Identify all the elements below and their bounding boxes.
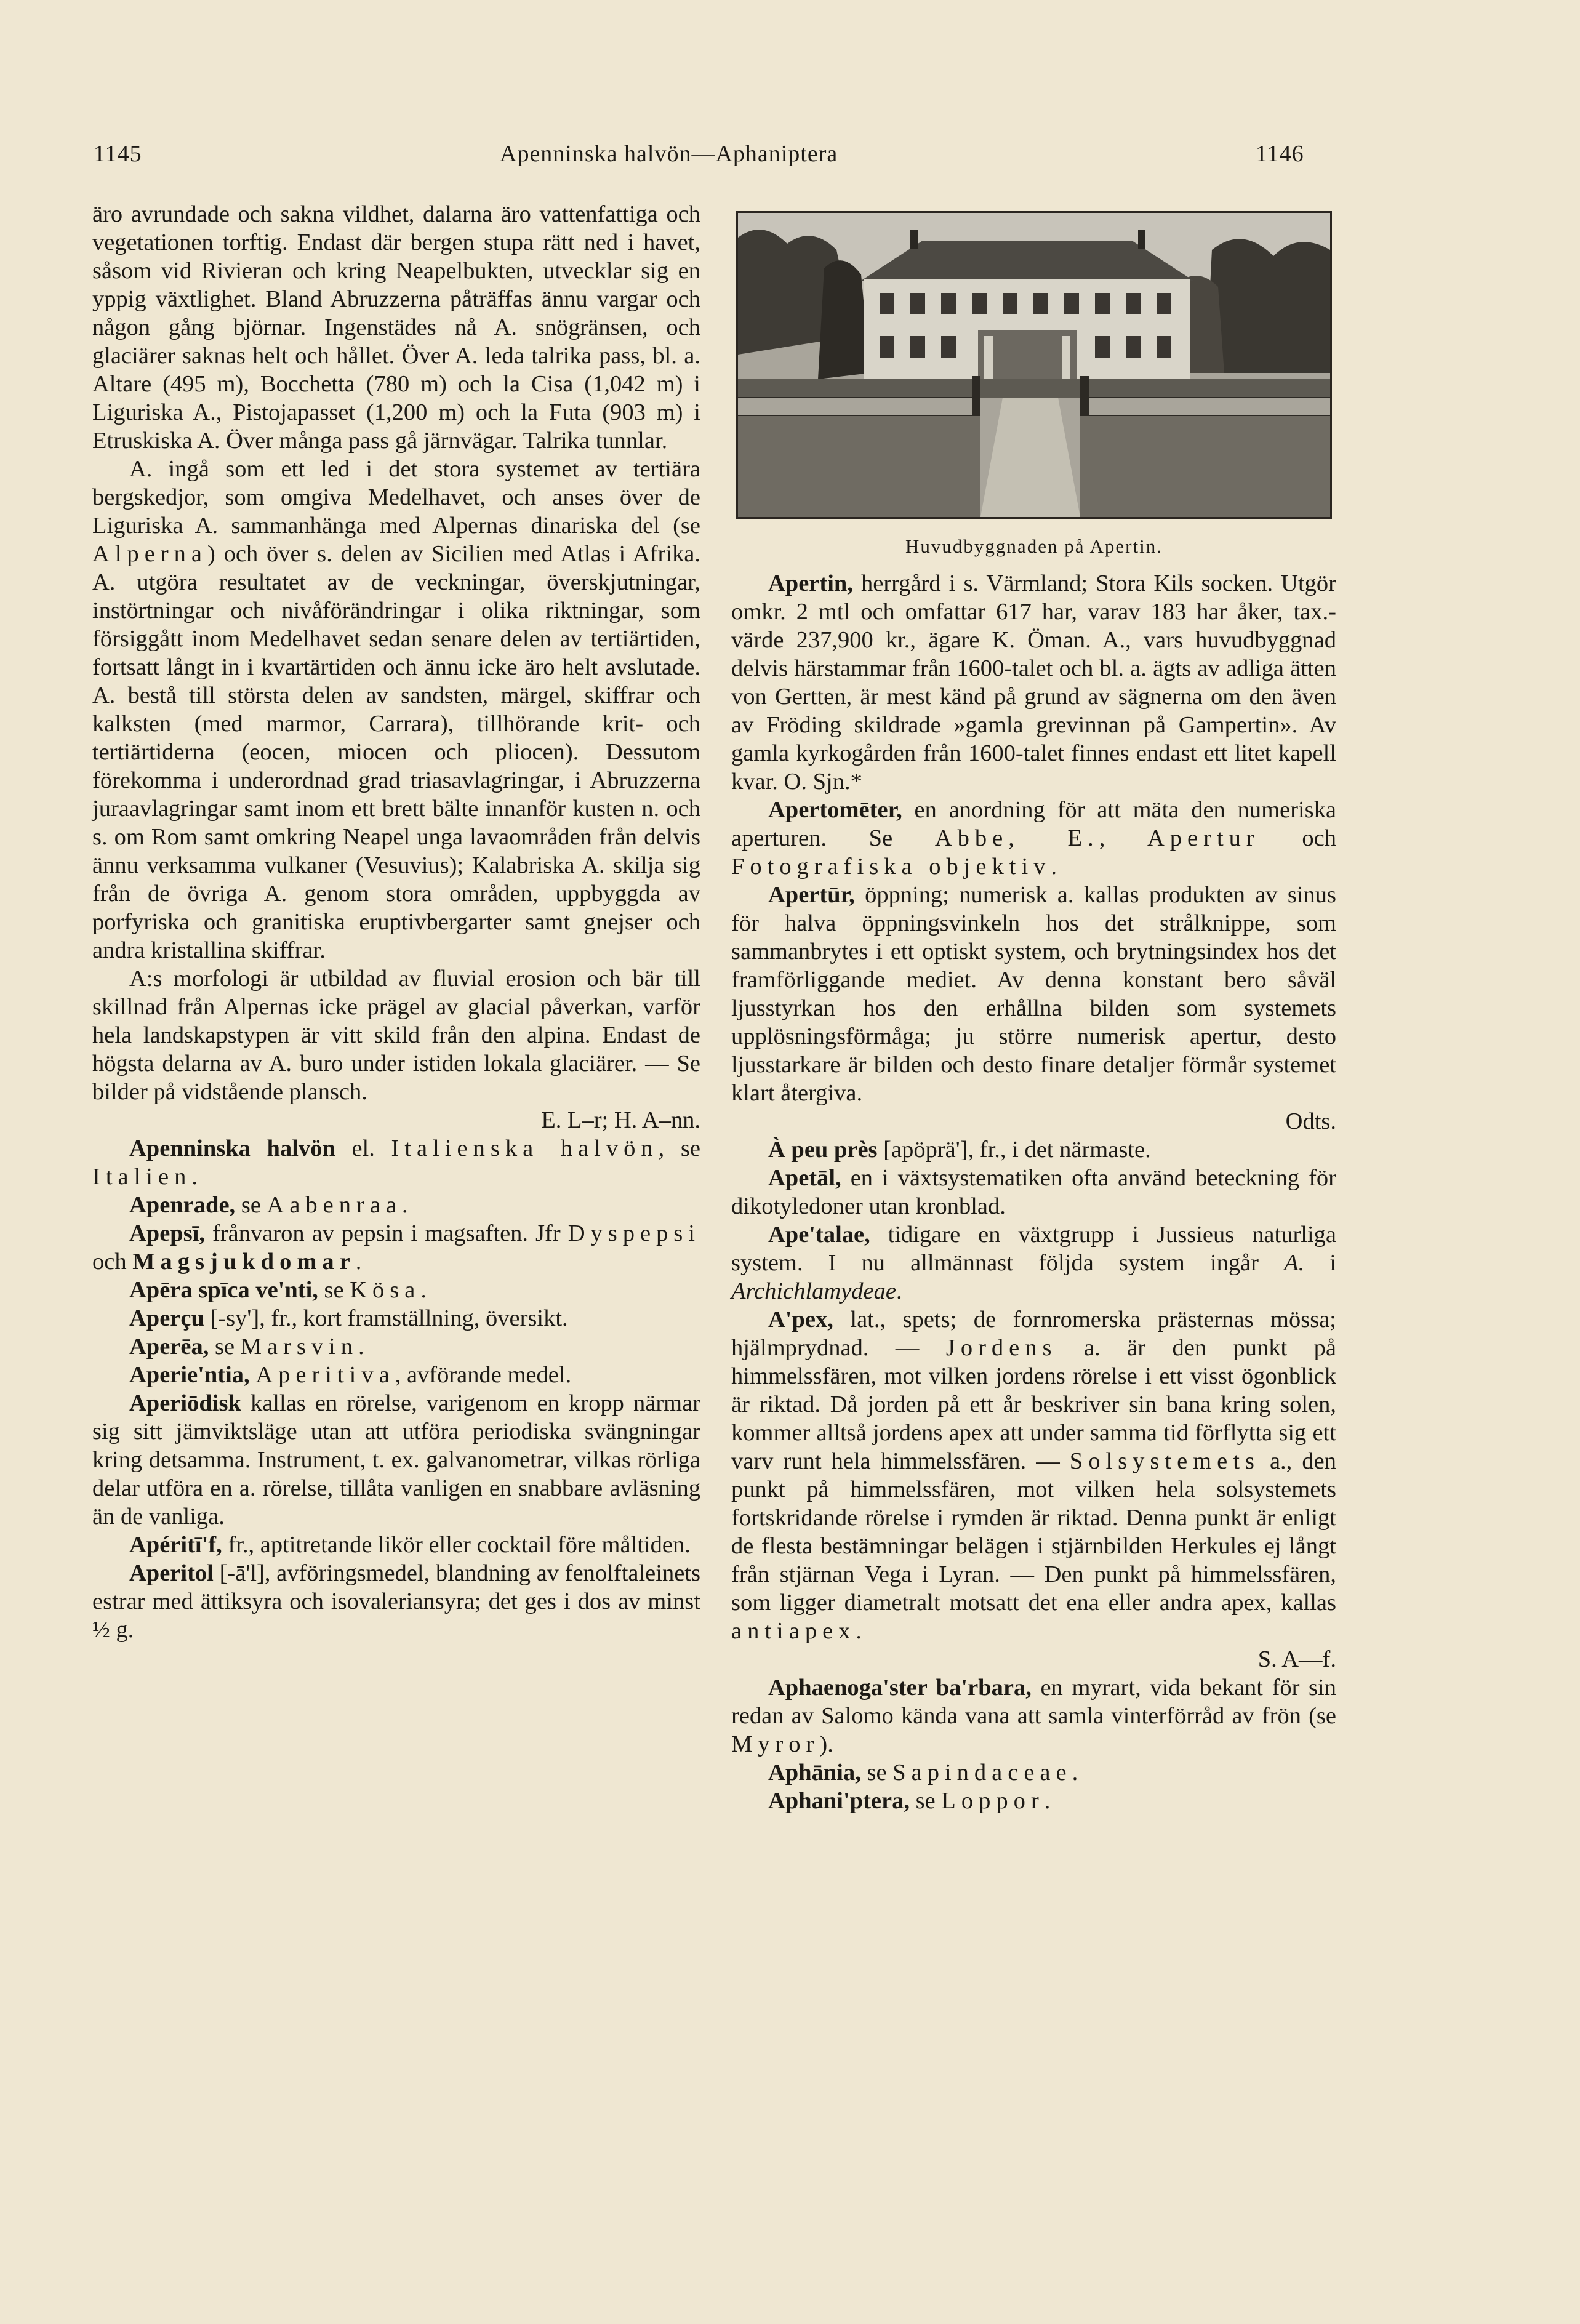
cross-reference: Italien xyxy=(92,1164,192,1190)
headword: À peu près xyxy=(768,1137,878,1163)
headword: Apertūr, xyxy=(768,882,855,908)
running-title: Apenninska halvön—Aphaniptera xyxy=(500,141,838,167)
entry-aperea: Aperēa, se Marsvin. xyxy=(129,1334,364,1360)
entry-apera-spica-venti: Apēra spīca ve'nti, se Kösa. xyxy=(129,1277,427,1303)
headword: Apetāl, xyxy=(768,1165,841,1191)
entry-aphaniptera: Aphani'ptera, se Loppor. xyxy=(768,1788,1051,1814)
author-signature: O. Sjn.* xyxy=(784,769,862,795)
cross-reference: Dyspepsi xyxy=(567,1220,700,1246)
subentry-term: Solsystemets xyxy=(1069,1448,1260,1474)
cross-reference: Apertur xyxy=(1147,825,1260,851)
left-column xyxy=(92,200,700,1644)
headword: Aphani'ptera, xyxy=(768,1788,910,1814)
entry-apertometer: Apertomēter, en anordning för att mäta den numeriska aperturen. Se Abbe, E., Apertur och Fotografiska objektiv. xyxy=(731,797,1337,880)
cross-reference: Magsjukdomar xyxy=(132,1249,356,1275)
headword: Aphaenoga'ster ba'rbara, xyxy=(768,1675,1032,1701)
headword: Aperēa, xyxy=(129,1334,209,1360)
entry-aphania: Aphānia, se Sapindaceae. xyxy=(768,1760,1078,1785)
page-number-right: 1146 xyxy=(1256,141,1304,167)
cross-reference: Archichlamydeae xyxy=(731,1278,896,1304)
cross-reference: Aperitiva xyxy=(255,1362,395,1388)
entry-a-peu-pres: À peu près [apöprä'], fr., i det närmaste. xyxy=(768,1137,1151,1163)
manor-house-image xyxy=(738,213,1330,517)
cross-reference: Italienska halvön xyxy=(391,1136,659,1161)
cross-reference: Fotografiska objektiv xyxy=(731,854,1051,880)
paragraph: A:s morfologi är utbildad av fluvial erosion och bär till skillnad från Alpernas icke prägel av glacial påverkan, varför hela landskapstypen är vitt skild från den alpina. Endast de högsta delarna av A. buro under istiden lokala glaciärer. — Se bilder på vidstående plansch. E. L–r; H. A–nn. xyxy=(92,966,700,1133)
author-signature: S. A—f. xyxy=(1257,1646,1336,1672)
headword: Apēra spīca ve'nti, xyxy=(129,1277,318,1303)
entry-apenninska-halvon: Apenninska halvön el. Italienska halvön, se Italien. xyxy=(92,1136,700,1190)
entry-apetalae: Ape'talae, tidigare en växtgrupp i Jussieus naturliga system. I nu allmännast följda system ingår A. i Archichlamydeae. xyxy=(731,1222,1337,1304)
entry-aperitif: Apéritī'f, fr., aptitretande likör eller cocktail före måltiden. xyxy=(129,1532,691,1558)
cross-reference: Myror xyxy=(731,1731,820,1757)
cross-reference: Kösa xyxy=(350,1277,421,1303)
right-column xyxy=(731,569,1336,1815)
paragraph: äro avrundade och sakna vildhet, dalarna äro vattenfattiga och vegetationen torftig. Endast där bergen stupa rätt ned i havet, såsom vid Rivieran och kring Neapelbukten, utvecklar sig en yppig växtlighet. Bland Abruzzerna påträffas ännu vargar och någon gång björnar. Ingenstädes nå A. snögränsen, och glaciärer saknas helt och hållet. Över A. leda talrika pass, bl. a. Altare (495 m), Bocchetta (780 m) och la Cisa (1,042 m) i Liguriska A., Pistojapasset (1,200 m) och la Futa (903 m) i Etruskiska A. Över många pass gå järnvägar. Talrika tunnlar. xyxy=(92,201,700,454)
headword: Aperiōdisk xyxy=(129,1390,241,1416)
entry-apepsi: Apepsī, frånvaron av pepsin i magsaften. Jfr Dyspepsi och Magsjukdomar. xyxy=(92,1220,700,1275)
headword: Apenrade, xyxy=(129,1192,236,1218)
entry-apertin: Apertin, herrgård i s. Värmland; Stora Kils socken. Utgör omkr. 2 mtl och omfattar 617 har, varav 183 har åker, tax.-värde 237,900 kr., ägare K. Öman. A., vars huvudbyggnad delvis härstammar från 1600-talet och bl. a. ägts av adliga ätten von Gertten, är mest känd på grund av sägnerna om den även av Fröding skildrade »gamla grevinnan på Gampertin». Av gamla kyrkogården från 1600-talet finnes endast ett litet kapell kvar. O. Sjn.* xyxy=(731,571,1336,795)
building-photograph xyxy=(736,211,1332,519)
cross-reference: Aabenraa xyxy=(267,1192,402,1218)
entry-apenrade: Apenrade, se Aabenraa. xyxy=(129,1192,408,1218)
headword: Aperçu xyxy=(129,1305,204,1331)
entry-apex: A'pex, lat., spets; de fornromerska prästernas mössa; hjälmprydnad. — Jordens a. är den punkt på himmelssfären, mot vilken jordens rörelse i ett visst ögonblick är riktad. Då jorden på ett år beskriver sin bana kring solen, kommer alltså jordens apex att under samma tid förflytta sig ett varv runt hela himmelssfären. — Solsystemets a., den punkt på himmelssfären, mot vilken hela solsystemets fortskridande rörelse i rymden är riktad. Denna punkt är enligt de flesta bestämningar belägen i stjärnbilden Herkules ej långt från stjärnan Vega i Lyran. — Den punkt på himmelssfären, som ligger diametralt motsatt det ena eller andra apex, kallas antiapex. S. A—f. xyxy=(731,1307,1336,1672)
entry-aperientia: Aperie'ntia, Aperitiva, avförande medel. xyxy=(129,1362,572,1388)
entry-aphaenogaster: Aphaenoga'ster ba'rbara, en myrart, vida bekant för sin redan av Salomo kända vana att samla vinterförråd av frön (se Myror). xyxy=(731,1675,1336,1757)
page-number-left: 1145 xyxy=(94,141,142,167)
cross-reference: Loppor xyxy=(941,1788,1045,1814)
headword: Apertin, xyxy=(768,571,853,596)
cross-reference: Marsvin xyxy=(240,1334,359,1360)
subentry-term: antiapex xyxy=(731,1618,856,1644)
paragraph: A. ingå som ett led i det stora systemet av tertiära bergskedjor, som omgiva Medelhavet, och anses över de Liguriska A. sammanhänga med Alpernas dinariska del (se Alperna) och över s. delen av Sicilien med Atlas i Afrika. A. utgöra resultatet av de veckningar, överskjutningar, instörtningar och nivåförändringar i olika riktningar, som försiggått inom Medelhavet sedan senare delen av tertiärtiden, fortsatt långt in i kvartärtiden och ännu icke äro helt avslutade. A. bestå till största delen av sandsten, märgel, skiffrar och kalksten (med marmor, Carrara), tillhörande krit- och tertiärtiderna (eocen, miocen och pliocen). Dessutom förekomma i underordnad grad triasavlagringar, i Abruzzerna juraavlagringar samt inom ett brett bälte innanför kusten n. och s. om Rom samt omkring Neapel unga lavaområden från delvis ännu verksamma vulkaner (Vesuvius); Kalabriska A. skilja sig från de övriga A. genom stora områden, uppbyggda av porfyriska och granitiska eruptivbergarter samt gnejser och andra kristallina skiffrar. xyxy=(92,456,700,963)
headword: Aperie'ntia, xyxy=(129,1362,250,1388)
headword: Apéritī'f, xyxy=(129,1532,222,1558)
cross-reference: Abbe, E. xyxy=(934,825,1099,851)
headword: Apenninska halvön xyxy=(129,1136,335,1161)
author-signature: E. L–r; H. A–nn. xyxy=(541,1107,700,1133)
entry-aperitol: Aperitol [-ā'l], avföringsmedel, blandning av fenolftaleinets estrar med ättiksyra och isovaleriansyra; det ges i dos av minst ½ g. xyxy=(92,1560,700,1643)
cross-reference: Alperna xyxy=(92,541,207,567)
author-signature: Odts. xyxy=(1285,1108,1336,1134)
headword: Ape'talae, xyxy=(768,1222,870,1248)
headword: Aperitol xyxy=(129,1560,214,1586)
entry-apetal: Apetāl, en i växtsystematiken ofta använd beteckning för dikotyledoner utan kronblad. xyxy=(731,1165,1336,1219)
entry-apercu: Aperçu [-sy'], fr., kort framställning, översikt. xyxy=(129,1305,568,1331)
headword: Apepsī, xyxy=(129,1220,206,1246)
entry-aperiodisk: Aperiōdisk kallas en rörelse, varigenom en kropp närmar sig sitt jämviktsläge utan att utföra periodiska svängningar kring detsamma. Instrument, t. ex. galvanometrar, vilkas rörliga delar utföra en a. rörelse, tillåta vanligen en snabbare avläsning än de vanliga. xyxy=(92,1390,700,1529)
subentry-term: Jordens xyxy=(945,1335,1057,1361)
entry-apertur: Apertūr, öppning; numerisk a. kallas produkten av sinus för halva öppningsvinkeln hos det strålknippe, som sammanbrytes i ett optiskt system, och brytningsindex hos det framförliggande mediet. Av denna konstant bero såväl ljusstyrkan hos den erhållna bilden som systemets upplösningsförmåga; ju större numerisk apertur, desto ljusstarkare är bilden och desto finare detaljer förmår systemet klart återgiva. Odts. xyxy=(731,882,1336,1134)
headword: Aphānia, xyxy=(768,1760,861,1785)
cross-reference: Sapindaceae xyxy=(892,1760,1072,1785)
headword: Apertomēter, xyxy=(768,797,902,823)
headword: A'pex, xyxy=(768,1307,833,1332)
figure-caption: Huvudbyggnaden på Apertin. xyxy=(905,535,1163,557)
